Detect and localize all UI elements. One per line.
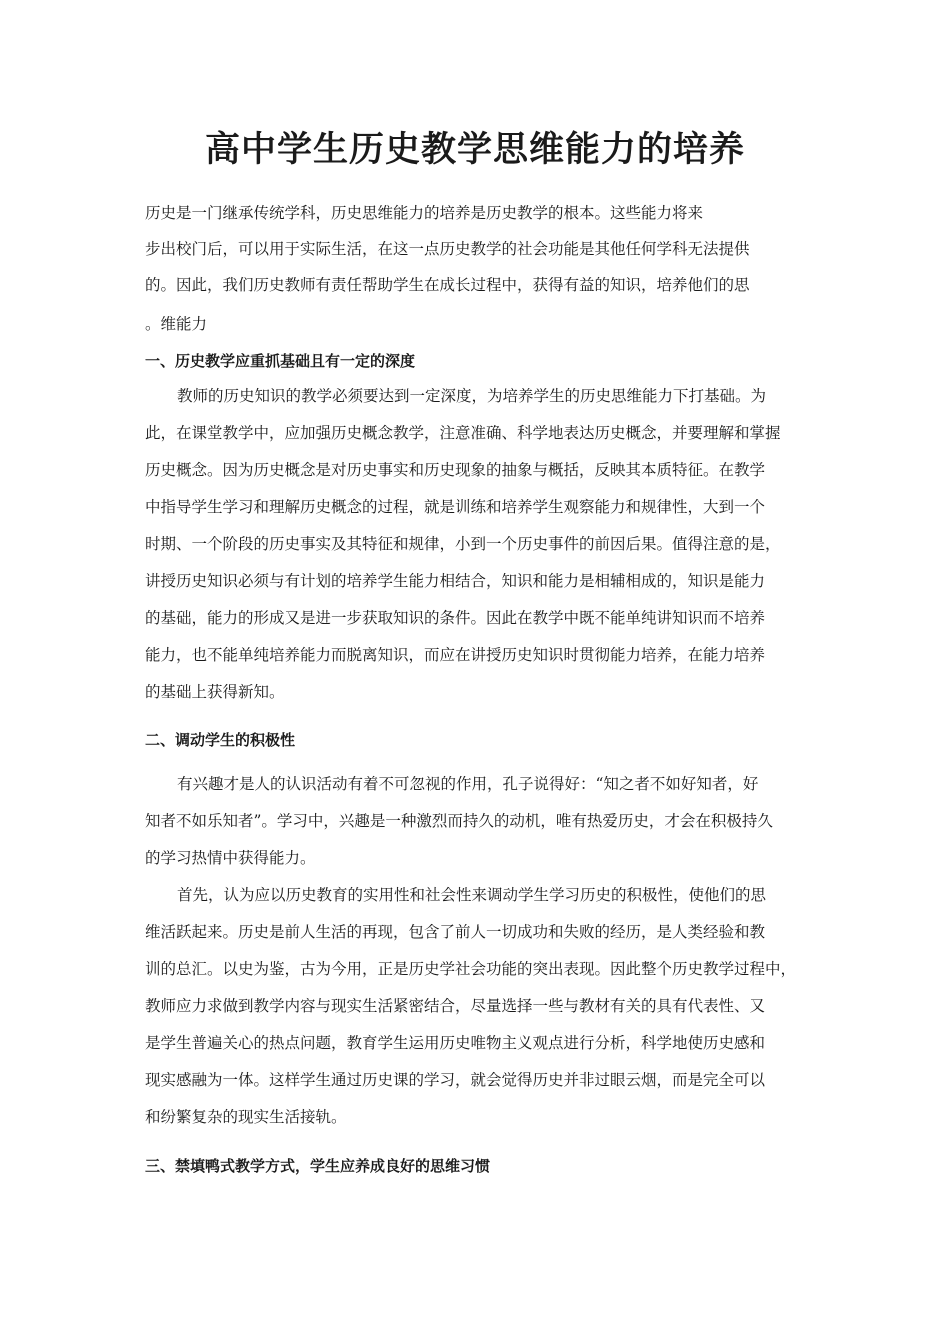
section2-line: 维活跃起来。历史是前人生活的再现，包含了前人一切成功和失败的经历，是人类经验和教 bbox=[145, 923, 766, 941]
section1-line: 历史概念。因为历史概念是对历史事实和历史现象的抽象与概括，反映其本质特征。在教学 bbox=[145, 461, 766, 479]
section2-line: 有兴趣才是人的认识活动有着不可忽视的作用，孔子说得好：“知之者不如好知者，好 bbox=[177, 775, 759, 793]
section2-line: 和纷繁复杂的现实生活接轨。 bbox=[145, 1108, 347, 1126]
intro-line: 历史是一门继承传统学科，历史思维能力的培养是历史教学的根本。这些能力将来 bbox=[145, 204, 704, 222]
section1-line: 的基础，能力的形成又是进一步获取知识的条件。因此在教学中既不能单纯讲知识而不培养 bbox=[145, 609, 766, 627]
section1-line: 时期、一个阶段的历史事实及其特征和规律，小到一个历史事件的前因后果。值得注意的是， bbox=[145, 535, 781, 553]
section1-line: 教师的历史知识的教学必须要达到一定深度，为培养学生的历史思维能力下打基础。为 bbox=[177, 387, 767, 405]
section2-line: 是学生普遍关心的热点问题，教育学生运用历史唯物主义观点进行分析，科学地使历史感和 bbox=[145, 1034, 766, 1052]
section3-heading: 三、禁填鸭式教学方式，学生应养成良好的思维习惯 bbox=[145, 1157, 491, 1175]
section2-line: 训的总汇。以史为鉴，古为今用，正是历史学社会功能的突出表现。因此整个历史教学过程中， bbox=[145, 960, 797, 978]
section2-line: 首先，认为应以历史教育的实用性和社会性来调动学生学习历史的积极性，使他们的思 bbox=[177, 886, 767, 904]
intro-line: 步出校门后，可以用于实际生活，在这一点历史教学的社会功能是其他任何学科无法提供 bbox=[145, 240, 750, 258]
section2-line: 教师应力求做到教学内容与现实生活紧密结合，尽量选择一些与教材有关的具有代表性、又 bbox=[145, 997, 766, 1015]
section1-line: 此，在课堂教学中，应加强历史概念教学，注意准确、科学地表达历史概念，并要理解和掌握 bbox=[145, 424, 781, 442]
section2-heading: 二、调动学生的积极性 bbox=[145, 731, 296, 749]
section1-line: 中指导学生学习和理解历史概念的过程，就是训练和培养学生观察能力和规律性，大到一个 bbox=[145, 498, 766, 516]
intro-line: 。维能力 bbox=[145, 315, 208, 333]
section1-line: 讲授历史知识必须与有计划的培养学生能力相结合，知识和能力是相辅相成的，知识是能力 bbox=[145, 572, 766, 590]
section2-line: 知者不如乐知者”。学习中，兴趣是一种激烈而持久的动机，唯有热爱历史，才会在积极持久 bbox=[145, 812, 773, 830]
section2-line: 的学习热情中获得能力。 bbox=[145, 849, 316, 867]
section2-line: 现实感融为一体。这样学生通过历史课的学习，就会觉得历史并非过眼云烟，而是完全可以 bbox=[145, 1071, 766, 1089]
document-title: 高中学生历史教学思维能力的培养 bbox=[204, 129, 745, 170]
section1-heading: 一、历史教学应重抓基础且有一定的深度 bbox=[145, 352, 416, 370]
intro-line: 的。因此，我们历史教师有责任帮助学生在成长过程中，获得有益的知识，培养他们的思 bbox=[145, 276, 750, 294]
section1-line: 能力，也不能单纯培养能力而脱离知识，而应在讲授历史知识时贯彻能力培养，在能力培养 bbox=[145, 646, 766, 664]
section1-line: 的基础上获得新知。 bbox=[145, 683, 285, 701]
